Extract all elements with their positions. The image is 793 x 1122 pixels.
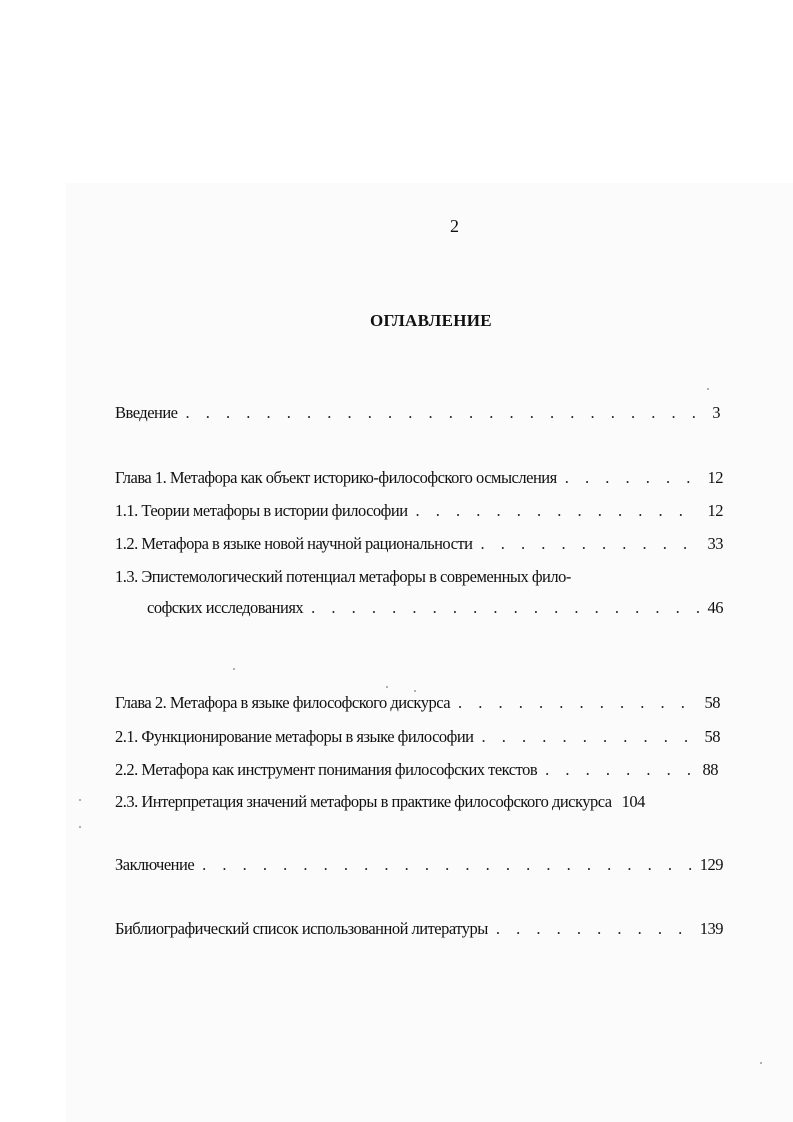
toc-leader-dots (202, 855, 692, 875)
toc-entry-section-1-2 (115, 534, 723, 558)
toc-entry-label: софских исследованиях (147, 598, 304, 617)
toc-entry-page: 12 (707, 501, 723, 520)
toc-entry-page: 3 (712, 403, 720, 422)
toc-entry-section-2-1 (115, 727, 720, 751)
toc-entry-page: 129 (699, 855, 723, 874)
page-title: ОГЛАВЛЕНИЕ (370, 311, 492, 330)
toc-entry-chapter-2 (115, 693, 720, 717)
toc-entry-label: Глава 2. Метафора в языке философского дискурса (115, 693, 451, 712)
toc-entry-section-2-3 (115, 792, 723, 816)
toc-leader-dots (565, 468, 700, 488)
toc-leader-dots (311, 598, 699, 618)
toc-entry-section-1-1 (115, 501, 723, 525)
toc-entry-conclusion (115, 855, 723, 879)
toc-leader-dots (480, 534, 699, 554)
toc-entry-introduction (115, 403, 720, 427)
toc-entry-page: 88 (702, 760, 718, 779)
toc-entry-section-1-3-line-2 (147, 598, 723, 622)
toc-leader-dots (545, 760, 694, 780)
toc-entry-bibliography (115, 919, 723, 943)
toc-entry-section-1-3-line-1: 1.3. Эпистемологический потенциал метафоры в современных фило- (115, 567, 571, 586)
toc-entry-label: Библиографический список использованной литературы (115, 919, 488, 938)
toc-leader-dots (482, 727, 697, 747)
scan-speck (79, 799, 81, 801)
toc-entry-label: 2.3. Интерпретация значений метафоры в практике философского дискурса (115, 792, 612, 811)
scan-speck (707, 388, 709, 390)
toc-leader-dots (496, 919, 692, 939)
toc-entry-label: 2.1. Функционирование метафоры в языке философии (115, 727, 474, 746)
toc-entry-label: 1.1. Теории метафоры в истории философии (115, 501, 408, 520)
scan-speck (414, 690, 416, 692)
scan-speck (79, 826, 81, 828)
toc-entry-page: 46 (707, 598, 723, 617)
toc-entry-label: Введение (115, 403, 178, 422)
toc-entry-label: Заключение (115, 855, 195, 874)
toc-leader-dots (186, 403, 705, 423)
scan-speck (760, 1062, 762, 1064)
toc-entry-page: 139 (699, 919, 723, 938)
toc-leader-dots (458, 693, 696, 713)
page-number: 2 (450, 216, 459, 236)
toc-entry-chapter-1 (115, 468, 723, 492)
toc-entry-label: 2.2. Метафора как инструмент понимания философских текстов (115, 760, 538, 779)
toc-entry-page: 12 (707, 468, 723, 487)
toc-entry-label: Глава 1. Метафора как объект историко-философского осмысления (115, 468, 557, 487)
toc-entry-page: 58 (704, 727, 720, 746)
scan-speck (233, 668, 235, 670)
toc-entry-page: 58 (704, 693, 720, 712)
toc-leader-dots (416, 501, 700, 521)
scan-speck (386, 686, 388, 688)
toc-entry-label: 1.2. Метафора в языке новой научной рациональности (115, 534, 473, 553)
toc-entry-page: 104 (621, 792, 645, 811)
toc-entry-page: 33 (707, 534, 723, 553)
toc-entry-section-2-2 (115, 760, 718, 784)
